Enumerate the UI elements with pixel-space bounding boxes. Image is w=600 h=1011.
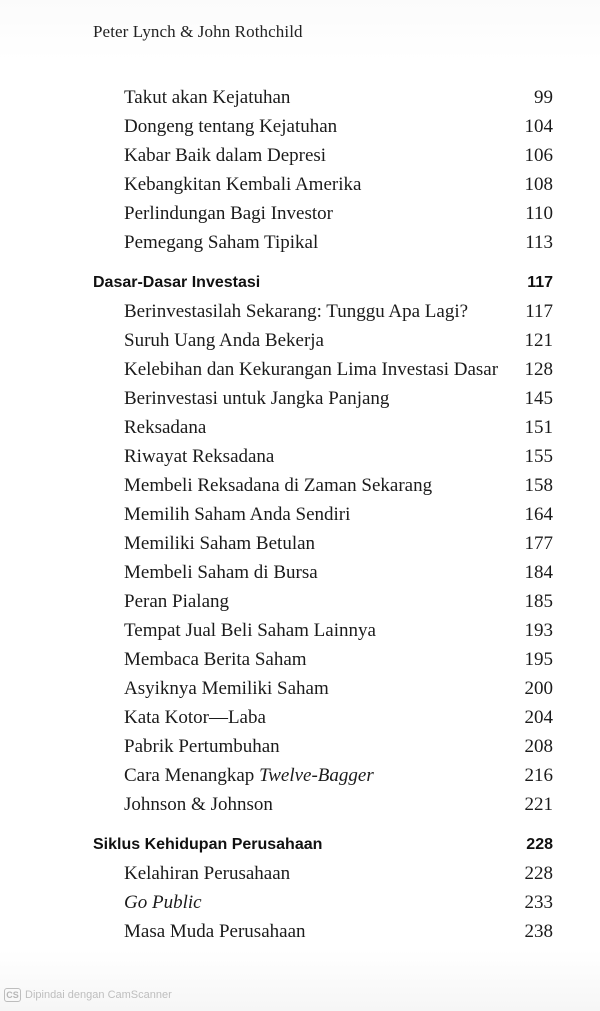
toc-entry-title: Berinvestasilah Sekarang: Tunggu Apa Lagi? (124, 301, 469, 322)
toc-entry-page: 104 (524, 116, 553, 137)
toc-entry-page: 164 (524, 504, 553, 525)
toc-section-heading (0, 830, 600, 859)
toc-entry-page: 233 (524, 892, 553, 913)
toc-entry-title: Dongeng tentang Kejatuhan (124, 116, 338, 137)
toc-entry-page: 113 (525, 232, 553, 253)
toc-entry-title: Kata Kotor—Laba (124, 707, 266, 728)
toc-entry-title: Pemegang Saham Tipikal (124, 232, 319, 253)
toc-entry-page: 145 (524, 388, 553, 409)
toc-entry (0, 645, 600, 674)
toc-entry-title: Asyiknya Memiliki Saham (124, 678, 329, 699)
toc-entry (0, 297, 600, 326)
toc-entry-page: 204 (524, 707, 553, 728)
toc-entry-title: Kelahiran Perusahaan (124, 863, 291, 884)
toc-entry-page: 208 (524, 736, 553, 757)
toc-section-heading (0, 268, 600, 297)
toc-entry (0, 413, 600, 442)
toc-entry (0, 442, 600, 471)
toc-entry-page: 121 (524, 330, 553, 351)
toc-entry-page: 216 (524, 765, 553, 786)
toc-entry (0, 529, 600, 558)
camscanner-logo-icon: CS (4, 988, 21, 1002)
toc-entry-page: 184 (524, 562, 553, 583)
toc-entry-title: Tempat Jual Beli Saham Lainnya (124, 620, 376, 641)
toc-entry-title: Kelebihan dan Kekurangan Lima Investasi Dasar (124, 359, 499, 380)
toc-entry (0, 199, 600, 228)
toc-entry (0, 616, 600, 645)
toc-entry (0, 859, 600, 888)
toc-entry-title (124, 761, 374, 790)
toc-entry (0, 917, 600, 946)
toc-entry-page: 155 (524, 446, 553, 467)
toc-entry-title: Takut akan Kejatuhan (124, 87, 291, 108)
toc-entry-page: 221 (524, 794, 553, 815)
toc-entry-title: Pabrik Pertumbuhan (124, 736, 280, 757)
toc-entry-title-italic: Twelve-Bagger (259, 765, 374, 786)
toc-entry-page: 193 (524, 620, 553, 641)
toc-entry-title: Riwayat Reksadana (124, 446, 275, 467)
toc-entry-page: 238 (524, 921, 553, 942)
toc-entry-page: 158 (524, 475, 553, 496)
toc-entry-title: Memilih Saham Anda Sendiri (124, 504, 351, 525)
toc-entry (0, 384, 600, 413)
toc-entry (0, 761, 600, 790)
toc-entry-title: Membeli Reksadana di Zaman Sekarang (124, 475, 433, 496)
toc-entry-title: Peran Pialang (124, 591, 230, 612)
toc-entry (0, 112, 600, 141)
toc-entry-page: 108 (524, 174, 553, 195)
section-page: 228 (526, 836, 553, 853)
toc-entry-page: 185 (524, 591, 553, 612)
toc-entry (0, 471, 600, 500)
camscanner-watermark (4, 988, 172, 1002)
table-of-contents (0, 83, 600, 946)
toc-entry-title: Kabar Baik dalam Depresi (124, 145, 327, 166)
toc-entry-page: 110 (525, 203, 553, 224)
toc-entry-page: 228 (524, 863, 553, 884)
toc-entry-page: 99 (534, 87, 553, 108)
toc-entry-page: 106 (524, 145, 553, 166)
toc-entry-title-prefix: Cara Menangkap (124, 765, 260, 786)
toc-entry-page: 128 (524, 359, 553, 380)
toc-entry-page: 200 (524, 678, 553, 699)
toc-entry (0, 703, 600, 732)
toc-entry (0, 500, 600, 529)
toc-entry-title: Perlindungan Bagi Investor (124, 203, 333, 224)
toc-entry-page: 151 (524, 417, 553, 438)
section-title: Siklus Kehidupan Perusahaan (93, 836, 323, 853)
watermark-text: Dipindai dengan CamScanner (25, 989, 172, 1001)
toc-entry-title: Membaca Berita Saham (124, 649, 307, 670)
toc-entry (0, 674, 600, 703)
toc-entry-page: 195 (524, 649, 553, 670)
toc-entry (0, 326, 600, 355)
toc-entry-title: Masa Muda Perusahaan (124, 921, 306, 942)
running-head: Peter Lynch & John Rothchild (93, 22, 303, 41)
toc-entry (0, 888, 600, 917)
toc-entry (0, 790, 600, 819)
toc-entry-title: Johnson & Johnson (124, 794, 273, 815)
toc-entry (0, 355, 600, 384)
toc-entry-title: Membeli Saham di Bursa (124, 562, 318, 583)
toc-entry (0, 141, 600, 170)
toc-entry (0, 558, 600, 587)
toc-entry-page: 177 (524, 533, 553, 554)
toc-entry-page: 117 (525, 301, 553, 322)
toc-entry (0, 228, 600, 257)
toc-entry-title: Go Public (124, 892, 202, 913)
toc-entry-title: Suruh Uang Anda Bekerja (124, 330, 324, 351)
toc-entry (0, 587, 600, 616)
toc-entry-title: Memiliki Saham Betulan (124, 533, 316, 554)
toc-entry-title: Berinvestasi untuk Jangka Panjang (124, 388, 390, 409)
toc-entry-title: Reksadana (124, 417, 207, 438)
section-page: 117 (527, 274, 553, 291)
toc-entry (0, 170, 600, 199)
toc-entry (0, 732, 600, 761)
section-title: Dasar-Dasar Investasi (93, 274, 261, 291)
toc-entry-title: Kebangkitan Kembali Amerika (124, 174, 362, 195)
toc-entry (0, 83, 600, 112)
